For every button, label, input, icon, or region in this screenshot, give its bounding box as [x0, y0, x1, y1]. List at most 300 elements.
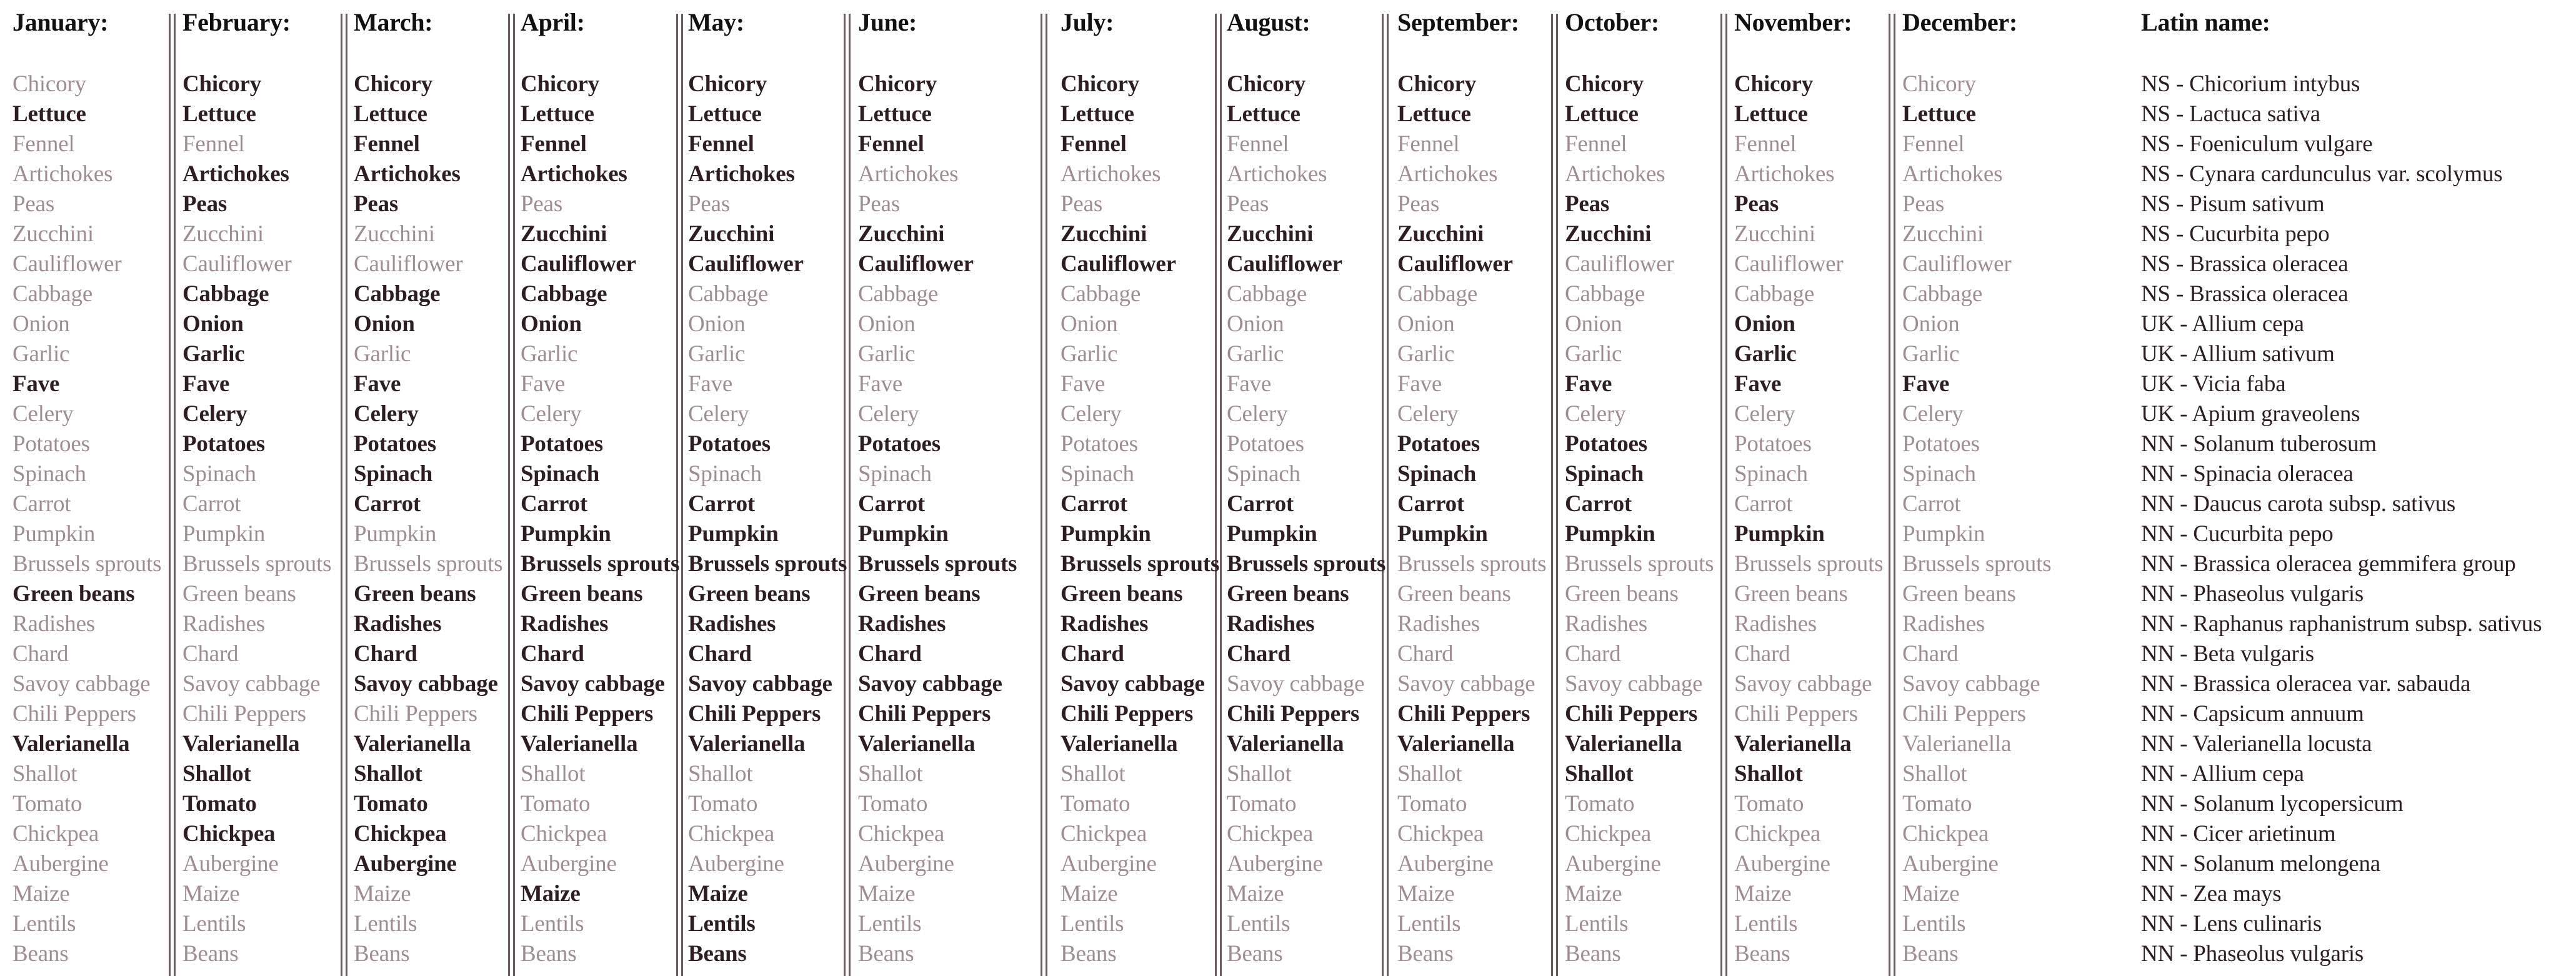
- column-divider: [169, 14, 171, 976]
- vegetable-in-season: Chicory: [182, 71, 262, 97]
- vegetable-in-season: Lettuce: [182, 101, 256, 127]
- vegetable-out-of-season: Spinach: [1902, 461, 1976, 487]
- vegetable-in-season: Aubergine: [354, 851, 457, 877]
- vegetable-in-season: Brussels sprouts: [688, 551, 847, 577]
- vegetable-in-season: Zucchini: [1397, 221, 1484, 247]
- vegetable-out-of-season: Chickpea: [1061, 821, 1147, 847]
- vegetable-out-of-season: Beans: [1565, 941, 1621, 967]
- vegetable-out-of-season: Chard: [1734, 641, 1790, 667]
- vegetable-out-of-season: Savoy cabbage: [12, 671, 151, 697]
- vegetable-in-season: Cabbage: [182, 281, 269, 307]
- vegetable-out-of-season: Maize: [12, 881, 70, 907]
- vegetable-out-of-season: Lentils: [1227, 911, 1290, 937]
- vegetable-out-of-season: Spinach: [1734, 461, 1808, 487]
- vegetable-out-of-season: Fennel: [1397, 131, 1460, 157]
- month-header: December:: [1902, 8, 2017, 36]
- vegetable-out-of-season: Zucchini: [12, 221, 94, 247]
- latin-name: NN - Raphanus raphanistrum subsp. sativus: [2141, 611, 2542, 637]
- vegetable-out-of-season: Pumpkin: [12, 521, 96, 547]
- vegetable-in-season: Cauliflower: [1227, 251, 1342, 277]
- vegetable-out-of-season: Zucchini: [1734, 221, 1815, 247]
- vegetable-in-season: Chili Peppers: [1227, 701, 1360, 727]
- vegetable-in-season: Green beans: [858, 581, 981, 607]
- vegetable-out-of-season: Potatoes: [1902, 431, 1980, 457]
- column-divider: [1725, 14, 1727, 976]
- vegetable-out-of-season: Fave: [858, 371, 903, 397]
- vegetable-in-season: Savoy cabbage: [858, 671, 1002, 697]
- vegetable-in-season: Maize: [521, 881, 581, 907]
- vegetable-out-of-season: Aubergine: [1061, 851, 1157, 877]
- vegetable-in-season: Lettuce: [1061, 101, 1134, 127]
- vegetable-out-of-season: Chickpea: [1565, 821, 1652, 847]
- vegetable-in-season: Celery: [182, 401, 247, 427]
- vegetable-out-of-season: Chickpea: [1227, 821, 1314, 847]
- vegetable-out-of-season: Onion: [858, 311, 916, 337]
- month-header: September:: [1397, 8, 1519, 36]
- column-divider: [844, 14, 846, 976]
- vegetable-out-of-season: Zucchini: [354, 221, 435, 247]
- vegetable-in-season: Lettuce: [354, 101, 427, 127]
- vegetable-out-of-season: Aubergine: [1734, 851, 1830, 877]
- vegetable-out-of-season: Brussels sprouts: [1734, 551, 1884, 577]
- vegetable-out-of-season: Chili Peppers: [12, 701, 136, 727]
- latin-name: NS - Lactuca sativa: [2141, 101, 2320, 127]
- vegetable-out-of-season: Cauliflower: [182, 251, 292, 277]
- vegetable-in-season: Lettuce: [12, 101, 86, 127]
- vegetable-in-season: Fennel: [858, 131, 924, 157]
- vegetable-in-season: Chard: [1061, 641, 1124, 667]
- column-divider: [1894, 14, 1895, 976]
- vegetable-out-of-season: Pumpkin: [354, 521, 437, 547]
- vegetable-out-of-season: Artichokes: [1734, 161, 1835, 187]
- vegetable-out-of-season: Savoy cabbage: [182, 671, 321, 697]
- vegetable-out-of-season: Cauliflower: [1734, 251, 1844, 277]
- vegetable-out-of-season: Chili Peppers: [182, 701, 306, 727]
- column-divider: [1556, 14, 1558, 976]
- vegetable-in-season: Potatoes: [1565, 431, 1647, 457]
- vegetable-out-of-season: Artichokes: [1227, 161, 1327, 187]
- vegetable-out-of-season: Artichokes: [1565, 161, 1665, 187]
- vegetable-out-of-season: Aubergine: [1227, 851, 1323, 877]
- vegetable-in-season: Brussels sprouts: [521, 551, 680, 577]
- vegetable-out-of-season: Shallot: [688, 761, 753, 787]
- vegetable-out-of-season: Garlic: [688, 341, 746, 367]
- vegetable-out-of-season: Spinach: [688, 461, 762, 487]
- vegetable-out-of-season: Fennel: [1565, 131, 1627, 157]
- latin-name: UK - Allium cepa: [2141, 311, 2304, 337]
- vegetable-in-season: Chard: [1227, 641, 1290, 667]
- column-divider: [174, 14, 176, 976]
- vegetable-out-of-season: Beans: [12, 941, 69, 967]
- latin-name: NS - Cucurbita pepo: [2141, 221, 2330, 247]
- vegetable-out-of-season: Green beans: [1397, 581, 1511, 607]
- vegetable-in-season: Chili Peppers: [688, 701, 821, 727]
- vegetable-out-of-season: Chili Peppers: [354, 701, 477, 727]
- vegetable-in-season: Chicory: [354, 71, 433, 97]
- vegetable-in-season: Shallot: [1734, 761, 1803, 787]
- vegetable-out-of-season: Green beans: [1902, 581, 2016, 607]
- vegetable-in-season: Chicory: [688, 71, 767, 97]
- vegetable-out-of-season: Shallot: [1902, 761, 1967, 787]
- latin-name: NN - Phaseolus vulgaris: [2141, 581, 2364, 607]
- vegetable-out-of-season: Beans: [1061, 941, 1117, 967]
- vegetable-out-of-season: Chicory: [12, 71, 86, 97]
- latin-name: UK - Vicia faba: [2141, 371, 2286, 397]
- latin-name: NS - Foeniculum vulgare: [2141, 131, 2373, 157]
- vegetable-out-of-season: Celery: [688, 401, 749, 427]
- month-header: April:: [521, 8, 585, 36]
- latin-name: NN - Capsicum annuum: [2141, 701, 2364, 727]
- vegetable-in-season: Brussels sprouts: [1061, 551, 1220, 577]
- vegetable-out-of-season: Maize: [1565, 881, 1622, 907]
- vegetable-in-season: Cauliflower: [1397, 251, 1513, 277]
- vegetable-in-season: Onion: [1734, 311, 1795, 337]
- vegetable-out-of-season: Tomato: [1902, 791, 1972, 817]
- vegetable-in-season: Zucchini: [521, 221, 607, 247]
- latin-name: NN - Daucus carota subsp. sativus: [2141, 491, 2456, 517]
- vegetable-out-of-season: Cauliflower: [1565, 251, 1674, 277]
- vegetable-out-of-season: Cabbage: [688, 281, 769, 307]
- vegetable-out-of-season: Lentils: [182, 911, 246, 937]
- vegetable-out-of-season: Cauliflower: [1902, 251, 2012, 277]
- vegetable-in-season: Chicory: [521, 71, 600, 97]
- vegetable-out-of-season: Lentils: [1565, 911, 1629, 937]
- vegetable-out-of-season: Chard: [182, 641, 239, 667]
- vegetable-out-of-season: Beans: [521, 941, 577, 967]
- vegetable-out-of-season: Tomato: [1227, 791, 1297, 817]
- vegetable-in-season: Shallot: [182, 761, 251, 787]
- vegetable-out-of-season: Garlic: [1565, 341, 1622, 367]
- vegetable-out-of-season: Radishes: [1565, 611, 1648, 637]
- vegetable-out-of-season: Pumpkin: [1902, 521, 1985, 547]
- vegetable-in-season: Chili Peppers: [1397, 701, 1530, 727]
- vegetable-out-of-season: Fennel: [1902, 131, 1965, 157]
- vegetable-out-of-season: Savoy cabbage: [1902, 671, 2040, 697]
- vegetable-out-of-season: Celery: [1227, 401, 1288, 427]
- vegetable-in-season: Chili Peppers: [521, 701, 654, 727]
- vegetable-in-season: Pumpkin: [1734, 521, 1825, 547]
- vegetable-out-of-season: Brussels sprouts: [1397, 551, 1547, 577]
- vegetable-in-season: Radishes: [1227, 611, 1315, 637]
- latin-name: NN - Phaseolus vulgaris: [2141, 941, 2364, 967]
- vegetable-out-of-season: Lentils: [521, 911, 584, 937]
- vegetable-in-season: Spinach: [1565, 461, 1644, 487]
- column-divider: [1720, 14, 1722, 976]
- vegetable-out-of-season: Chili Peppers: [1734, 701, 1858, 727]
- vegetable-out-of-season: Tomato: [858, 791, 928, 817]
- vegetable-out-of-season: Brussels sprouts: [12, 551, 162, 577]
- latin-name: NN - Allium cepa: [2141, 761, 2304, 787]
- vegetable-out-of-season: Brussels sprouts: [1565, 551, 1714, 577]
- month-header: February:: [182, 8, 291, 36]
- vegetable-in-season: Chard: [858, 641, 922, 667]
- vegetable-out-of-season: Onion: [1227, 311, 1284, 337]
- vegetable-out-of-season: Cauliflower: [354, 251, 463, 277]
- column-divider: [1220, 14, 1222, 976]
- vegetable-in-season: Garlic: [182, 341, 245, 367]
- vegetable-out-of-season: Chickpea: [521, 821, 607, 847]
- vegetable-out-of-season: Cabbage: [1902, 281, 1983, 307]
- vegetable-out-of-season: Potatoes: [1227, 431, 1304, 457]
- vegetable-out-of-season: Green beans: [1734, 581, 1848, 607]
- vegetable-in-season: Lettuce: [1734, 101, 1808, 127]
- vegetable-out-of-season: Shallot: [1061, 761, 1126, 787]
- vegetable-in-season: Savoy cabbage: [688, 671, 832, 697]
- column-divider: [341, 14, 342, 976]
- vegetable-out-of-season: Celery: [1061, 401, 1122, 427]
- vegetable-in-season: Lettuce: [858, 101, 932, 127]
- vegetable-out-of-season: Aubergine: [858, 851, 954, 877]
- vegetable-out-of-season: Onion: [1565, 311, 1622, 337]
- vegetable-in-season: Fave: [1734, 371, 1782, 397]
- vegetable-out-of-season: Savoy cabbage: [1734, 671, 1872, 697]
- vegetable-in-season: Artichokes: [182, 161, 289, 187]
- vegetable-in-season: Valerianella: [354, 731, 471, 757]
- vegetable-in-season: Pumpkin: [858, 521, 949, 547]
- vegetable-out-of-season: Carrot: [12, 491, 71, 517]
- vegetable-out-of-season: Lentils: [858, 911, 922, 937]
- vegetable-in-season: Lentils: [688, 911, 756, 937]
- vegetable-out-of-season: Lentils: [1061, 911, 1124, 937]
- latin-name: NN - Solanum lycopersicum: [2141, 791, 2404, 817]
- vegetable-out-of-season: Chicory: [1902, 71, 1976, 97]
- vegetable-out-of-season: Shallot: [521, 761, 586, 787]
- vegetable-in-season: Chicory: [1397, 71, 1477, 97]
- vegetable-in-season: Valerianella: [12, 731, 130, 757]
- vegetable-out-of-season: Artichokes: [1061, 161, 1161, 187]
- vegetable-out-of-season: Radishes: [1902, 611, 1985, 637]
- vegetable-out-of-season: Chickpea: [1397, 821, 1484, 847]
- latin-name-header: Latin name:: [2141, 8, 2270, 36]
- vegetable-in-season: Chicory: [1734, 71, 1814, 97]
- vegetable-out-of-season: Chili Peppers: [1902, 701, 2026, 727]
- vegetable-in-season: Carrot: [1397, 491, 1465, 517]
- vegetable-out-of-season: Fennel: [182, 131, 245, 157]
- vegetable-out-of-season: Chard: [1565, 641, 1621, 667]
- vegetable-in-season: Lettuce: [1227, 101, 1300, 127]
- vegetable-out-of-season: Carrot: [182, 491, 241, 517]
- vegetable-in-season: Chard: [521, 641, 584, 667]
- vegetable-out-of-season: Carrot: [1734, 491, 1793, 517]
- column-divider: [1889, 14, 1890, 976]
- column-divider: [513, 14, 515, 976]
- vegetable-out-of-season: Fennel: [12, 131, 75, 157]
- vegetable-out-of-season: Brussels sprouts: [182, 551, 332, 577]
- month-header: August:: [1227, 8, 1310, 36]
- vegetable-in-season: Green beans: [1061, 581, 1183, 607]
- vegetable-in-season: Savoy cabbage: [354, 671, 498, 697]
- vegetable-out-of-season: Fave: [521, 371, 566, 397]
- vegetable-in-season: Lettuce: [1902, 101, 1976, 127]
- vegetable-out-of-season: Aubergine: [12, 851, 109, 877]
- vegetable-out-of-season: Chickpea: [12, 821, 99, 847]
- latin-name: NS - Chicorium intybus: [2141, 71, 2360, 97]
- vegetable-in-season: Zucchini: [858, 221, 945, 247]
- vegetable-out-of-season: Garlic: [1227, 341, 1284, 367]
- vegetable-out-of-season: Potatoes: [1734, 431, 1812, 457]
- vegetable-out-of-season: Tomato: [521, 791, 591, 817]
- vegetable-in-season: Lettuce: [521, 101, 594, 127]
- vegetable-out-of-season: Peas: [12, 191, 55, 217]
- vegetable-in-season: Radishes: [354, 611, 442, 637]
- vegetable-in-season: Fennel: [1061, 131, 1127, 157]
- vegetable-in-season: Valerianella: [1061, 731, 1178, 757]
- vegetable-in-season: Carrot: [521, 491, 588, 517]
- vegetable-in-season: Green beans: [521, 581, 643, 607]
- vegetable-in-season: Zucchini: [1227, 221, 1314, 247]
- vegetable-in-season: Chicory: [1227, 71, 1306, 97]
- vegetable-in-season: Fennel: [354, 131, 420, 157]
- vegetable-in-season: Artichokes: [521, 161, 627, 187]
- vegetable-out-of-season: Maize: [1734, 881, 1792, 907]
- latin-name: NN - Solanum melongena: [2141, 851, 2380, 877]
- vegetable-out-of-season: Aubergine: [1565, 851, 1661, 877]
- vegetable-out-of-season: Potatoes: [12, 431, 90, 457]
- vegetable-in-season: Spinach: [521, 461, 600, 487]
- vegetable-in-season: Shallot: [354, 761, 422, 787]
- month-header: October:: [1565, 8, 1659, 36]
- vegetable-in-season: Lettuce: [1397, 101, 1471, 127]
- vegetable-out-of-season: Onion: [1061, 311, 1118, 337]
- vegetable-out-of-season: Fave: [1397, 371, 1442, 397]
- vegetable-in-season: Artichokes: [688, 161, 795, 187]
- vegetable-out-of-season: Artichokes: [12, 161, 113, 187]
- vegetable-out-of-season: Beans: [1734, 941, 1790, 967]
- vegetable-out-of-season: Celery: [1397, 401, 1459, 427]
- vegetable-in-season: Cauliflower: [1061, 251, 1176, 277]
- vegetable-in-season: Savoy cabbage: [1061, 671, 1205, 697]
- vegetable-in-season: Maize: [688, 881, 748, 907]
- vegetable-out-of-season: Shallot: [1397, 761, 1462, 787]
- vegetable-out-of-season: Pumpkin: [182, 521, 266, 547]
- vegetable-in-season: Carrot: [1565, 491, 1632, 517]
- month-header: November:: [1734, 8, 1852, 36]
- column-divider: [1382, 14, 1384, 976]
- vegetable-out-of-season: Shallot: [12, 761, 77, 787]
- vegetable-out-of-season: Lentils: [1902, 911, 1966, 937]
- vegetable-out-of-season: Beans: [182, 941, 239, 967]
- vegetable-in-season: Valerianella: [1227, 731, 1344, 757]
- vegetable-out-of-season: Aubergine: [688, 851, 784, 877]
- vegetable-in-season: Garlic: [1734, 341, 1797, 367]
- vegetable-in-season: Potatoes: [354, 431, 436, 457]
- column-divider: [1551, 14, 1553, 976]
- vegetable-in-season: Zucchini: [688, 221, 775, 247]
- vegetable-out-of-season: Onion: [1397, 311, 1455, 337]
- vegetable-in-season: Potatoes: [858, 431, 941, 457]
- vegetable-in-season: Spinach: [1397, 461, 1477, 487]
- vegetable-out-of-season: Aubergine: [182, 851, 279, 877]
- latin-name: NN - Spinacia oleracea: [2141, 461, 2354, 487]
- vegetable-in-season: Radishes: [521, 611, 609, 637]
- vegetable-out-of-season: Chickpea: [1902, 821, 1989, 847]
- vegetable-out-of-season: Cabbage: [12, 281, 93, 307]
- vegetable-out-of-season: Aubergine: [1397, 851, 1494, 877]
- vegetable-out-of-season: Spinach: [858, 461, 932, 487]
- vegetable-out-of-season: Peas: [858, 191, 901, 217]
- vegetable-out-of-season: Shallot: [1227, 761, 1292, 787]
- vegetable-out-of-season: Garlic: [354, 341, 411, 367]
- vegetable-in-season: Brussels sprouts: [858, 551, 1017, 577]
- vegetable-in-season: Pumpkin: [1061, 521, 1151, 547]
- vegetable-in-season: Carrot: [354, 491, 421, 517]
- vegetable-in-season: Valerianella: [858, 731, 976, 757]
- vegetable-out-of-season: Zucchini: [182, 221, 264, 247]
- vegetable-out-of-season: Brussels sprouts: [1902, 551, 2052, 577]
- vegetable-in-season: Chicory: [1565, 71, 1644, 97]
- vegetable-out-of-season: Garlic: [1902, 341, 1960, 367]
- vegetable-in-season: Fennel: [688, 131, 754, 157]
- vegetable-out-of-season: Chickpea: [858, 821, 945, 847]
- vegetable-out-of-season: Lentils: [12, 911, 76, 937]
- vegetable-in-season: Cauliflower: [521, 251, 636, 277]
- vegetable-in-season: Spinach: [354, 461, 433, 487]
- vegetable-out-of-season: Tomato: [1734, 791, 1804, 817]
- vegetable-out-of-season: Celery: [1734, 401, 1795, 427]
- month-header: June:: [858, 8, 917, 36]
- vegetable-in-season: Pumpkin: [1227, 521, 1317, 547]
- vegetable-in-season: Radishes: [1061, 611, 1149, 637]
- vegetable-out-of-season: Chard: [1902, 641, 1959, 667]
- column-divider: [1041, 14, 1042, 976]
- vegetable-out-of-season: Brussels sprouts: [354, 551, 503, 577]
- vegetable-in-season: Radishes: [858, 611, 946, 637]
- vegetable-out-of-season: Valerianella: [1902, 731, 2012, 757]
- vegetable-out-of-season: Celery: [521, 401, 582, 427]
- vegetable-out-of-season: Lentils: [354, 911, 417, 937]
- vegetable-out-of-season: Chard: [12, 641, 69, 667]
- vegetable-out-of-season: Cabbage: [858, 281, 939, 307]
- vegetable-out-of-season: Peas: [1902, 191, 1945, 217]
- vegetable-in-season: Pumpkin: [688, 521, 779, 547]
- column-divider: [346, 14, 347, 976]
- latin-name: NN - Cucurbita pepo: [2141, 521, 2334, 547]
- vegetable-in-season: Peas: [182, 191, 227, 217]
- vegetable-out-of-season: Savoy cabbage: [1227, 671, 1365, 697]
- vegetable-in-season: Green beans: [354, 581, 476, 607]
- vegetable-in-season: Carrot: [1227, 491, 1294, 517]
- vegetable-out-of-season: Peas: [1061, 191, 1103, 217]
- vegetable-out-of-season: Radishes: [1397, 611, 1480, 637]
- vegetable-in-season: Chicory: [858, 71, 937, 97]
- vegetable-out-of-season: Fave: [1061, 371, 1106, 397]
- vegetable-in-season: Radishes: [688, 611, 776, 637]
- vegetable-out-of-season: Savoy cabbage: [1565, 671, 1703, 697]
- vegetable-out-of-season: Spinach: [182, 461, 256, 487]
- vegetable-out-of-season: Cauliflower: [12, 251, 122, 277]
- vegetable-in-season: Carrot: [858, 491, 926, 517]
- vegetable-in-season: Pumpkin: [1565, 521, 1655, 547]
- vegetable-out-of-season: Shallot: [858, 761, 923, 787]
- latin-name: NN - Zea mays: [2141, 881, 2282, 907]
- vegetable-out-of-season: Lentils: [1397, 911, 1461, 937]
- vegetable-out-of-season: Cabbage: [1565, 281, 1645, 307]
- vegetable-out-of-season: Chard: [1397, 641, 1454, 667]
- vegetable-in-season: Lettuce: [688, 101, 762, 127]
- vegetable-in-season: Peas: [1565, 191, 1610, 217]
- vegetable-in-season: Brussels sprouts: [1227, 551, 1386, 577]
- vegetable-in-season: Carrot: [688, 491, 756, 517]
- latin-name: UK - Apium graveolens: [2141, 401, 2360, 427]
- vegetable-in-season: Artichokes: [354, 161, 461, 187]
- vegetable-in-season: Chickpea: [354, 821, 447, 847]
- vegetable-in-season: Chard: [688, 641, 752, 667]
- vegetable-out-of-season: Tomato: [1061, 791, 1131, 817]
- vegetable-in-season: Potatoes: [1397, 431, 1480, 457]
- vegetable-out-of-season: Maize: [354, 881, 411, 907]
- vegetable-in-season: Peas: [354, 191, 399, 217]
- vegetable-in-season: Chard: [354, 641, 417, 667]
